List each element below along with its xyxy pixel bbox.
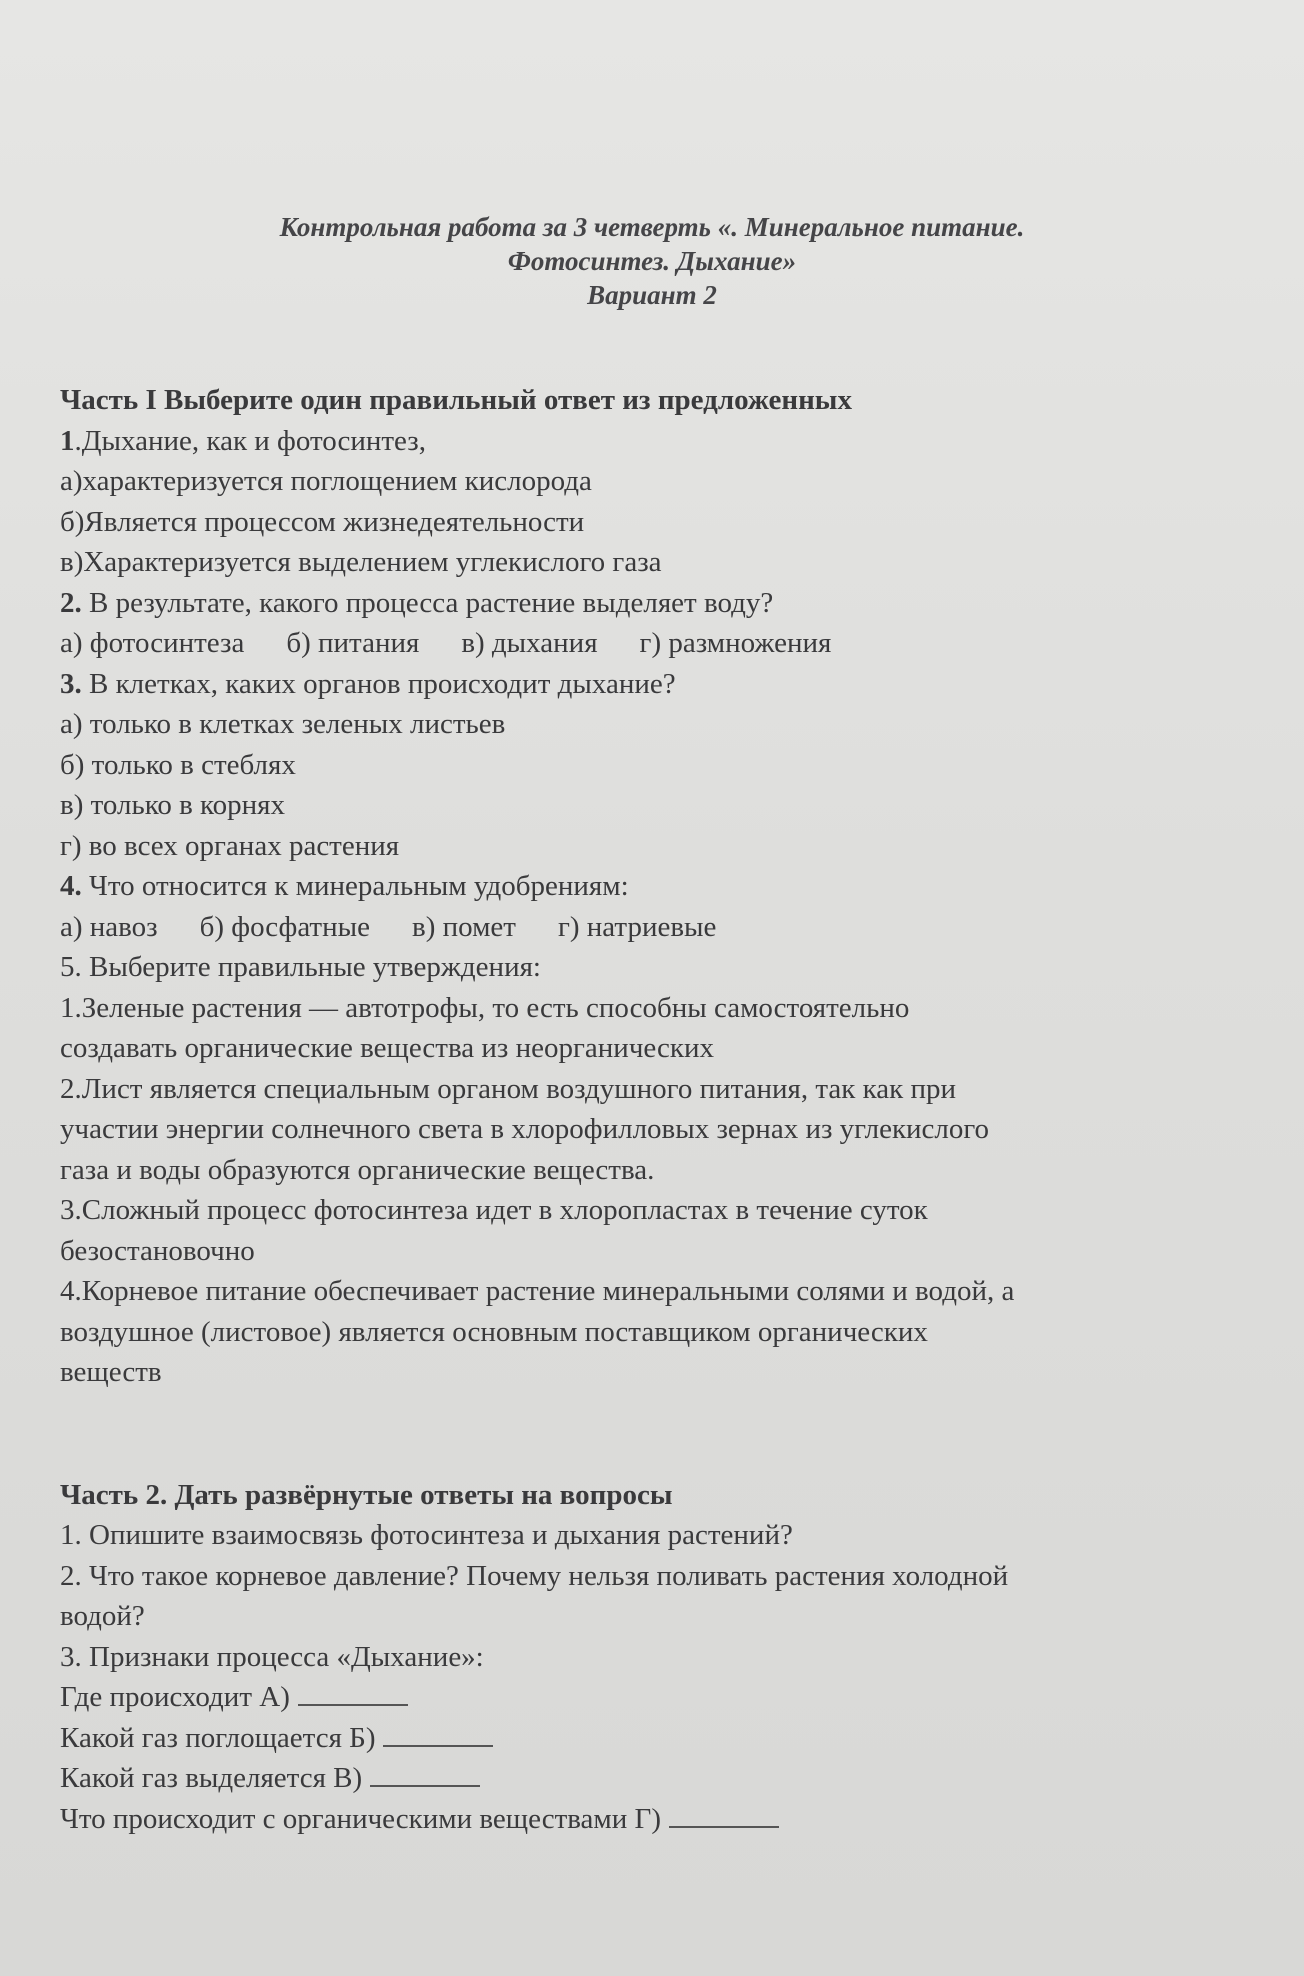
answer-blank-b bbox=[383, 1719, 493, 1747]
question-4-options bbox=[60, 907, 1280, 948]
question-1-option-c: в)Характеризуется выделением углекислого газа bbox=[60, 546, 662, 578]
question-4-text: Что относится к минеральным удобрениям: bbox=[81, 870, 629, 902]
question-1-option-a: а)характеризуется поглощением кислорода bbox=[60, 465, 592, 497]
question-2-option-b: б) питания bbox=[286, 627, 420, 659]
answer-field-a bbox=[60, 1677, 1280, 1718]
question-2-text: В результате, какого процесса растение выделяет воду? bbox=[81, 586, 774, 619]
answer-field-d bbox=[60, 1799, 1280, 1840]
worksheet-title bbox=[0, 210, 1304, 312]
question-4 bbox=[60, 866, 1280, 907]
question-3-number: 3. bbox=[60, 667, 82, 700]
answer-blank-a bbox=[298, 1678, 408, 1706]
worksheet-content bbox=[60, 380, 1280, 1839]
statement-1-line-2: создавать органические вещества из неорганических bbox=[60, 1032, 714, 1064]
statement-3-line-2: безостановочно bbox=[60, 1234, 255, 1267]
statement-2-line-1: 2.Лист является специальным органом воздушного питания, так как при bbox=[60, 1072, 957, 1105]
statement-4-line-1: 4.Корневое питание обеспечивает растение минеральными солями и водой, а bbox=[60, 1275, 1015, 1307]
answer-field-d-label: Что происходит с органическими веществами Г) bbox=[60, 1802, 661, 1835]
title-line-2: Фотосинтез. Дыхание» bbox=[507, 246, 797, 276]
answer-blank-d bbox=[669, 1800, 779, 1828]
question-1-text: .Дыхание, как и фотосинтез, bbox=[74, 424, 426, 457]
question-1-option-b: б)Является процессом жизнедеятельности bbox=[60, 505, 585, 538]
part2-question-3: 3. Признаки процесса «Дыхание»: bbox=[60, 1640, 484, 1673]
question-2-option-c: в) дыхания bbox=[461, 627, 598, 659]
question-4-option-c: в) помет bbox=[412, 910, 516, 943]
question-1-number: 1 bbox=[60, 424, 75, 457]
answer-field-c bbox=[60, 1758, 1280, 1799]
question-4-option-b: б) фосфатные bbox=[199, 910, 370, 943]
question-2 bbox=[60, 583, 1280, 624]
part2-question-2-line-2: водой? bbox=[60, 1600, 145, 1632]
question-3-option-c: в) только в корнях bbox=[60, 789, 285, 821]
question-3-option-d: г) во всех органах растения bbox=[60, 829, 400, 862]
statement-2-line-2: участии энергии солнечного света в хлорофилловых зернах из углекислого bbox=[60, 1113, 990, 1145]
answer-field-b bbox=[60, 1718, 1280, 1759]
part2-question-1: 1. Опишите взаимосвязь фотосинтеза и дыхания растений? bbox=[60, 1519, 793, 1551]
answer-blank-c bbox=[370, 1759, 480, 1787]
question-3-option-b: б) только в стеблях bbox=[60, 748, 296, 781]
question-2-option-a: а) фотосинтеза bbox=[60, 627, 245, 659]
answer-field-c-label: Какой газ выделяется В) bbox=[60, 1762, 363, 1794]
question-2-options bbox=[60, 623, 1280, 664]
part2-section bbox=[60, 1475, 1280, 1840]
question-2-option-d: г) размножения bbox=[639, 627, 832, 659]
answer-field-b-label: Какой газ поглощается Б) bbox=[60, 1721, 376, 1754]
question-4-option-d: г) натриевые bbox=[557, 910, 717, 943]
statement-2-line-3: газа и воды образуются органические вещества. bbox=[60, 1153, 655, 1186]
question-4-option-a: а) навоз bbox=[60, 910, 158, 943]
part1-heading: Часть I Выберите один правильный ответ из предложенных bbox=[60, 384, 852, 416]
question-1 bbox=[60, 421, 1280, 462]
answer-field-a-label: Где происходит А) bbox=[60, 1681, 290, 1713]
question-2-number: 2. bbox=[60, 586, 82, 619]
part2-heading: Часть 2. Дать развёрнутые ответы на вопросы bbox=[60, 1478, 673, 1511]
question-3-text: В клетках, каких органов происходит дыхание? bbox=[81, 667, 676, 700]
title-variant: Вариант 2 bbox=[587, 280, 717, 310]
statement-4-line-2: воздушное (листовое) является основным поставщиком органических bbox=[60, 1315, 928, 1348]
question-5: 5. Выберите правильные утверждения: bbox=[60, 951, 541, 983]
question-3-option-a: а) только в клетках зеленых листьев bbox=[60, 708, 506, 740]
part2-question-2-line-1: 2. Что такое корневое давление? Почему нельзя поливать растения холодной bbox=[60, 1559, 1009, 1592]
statement-4-line-3: веществ bbox=[60, 1356, 162, 1388]
statement-1-line-1: 1.Зеленые растения — автотрофы, то есть способны самостоятельно bbox=[60, 991, 910, 1024]
question-3 bbox=[60, 664, 1280, 705]
title-line-1: Контрольная работа за 3 четверть «. Минеральное питание. bbox=[279, 212, 1025, 242]
statement-3-line-1: 3.Сложный процесс фотосинтеза идет в хлоропластах в течение суток bbox=[60, 1194, 928, 1226]
question-4-number: 4. bbox=[60, 870, 82, 902]
